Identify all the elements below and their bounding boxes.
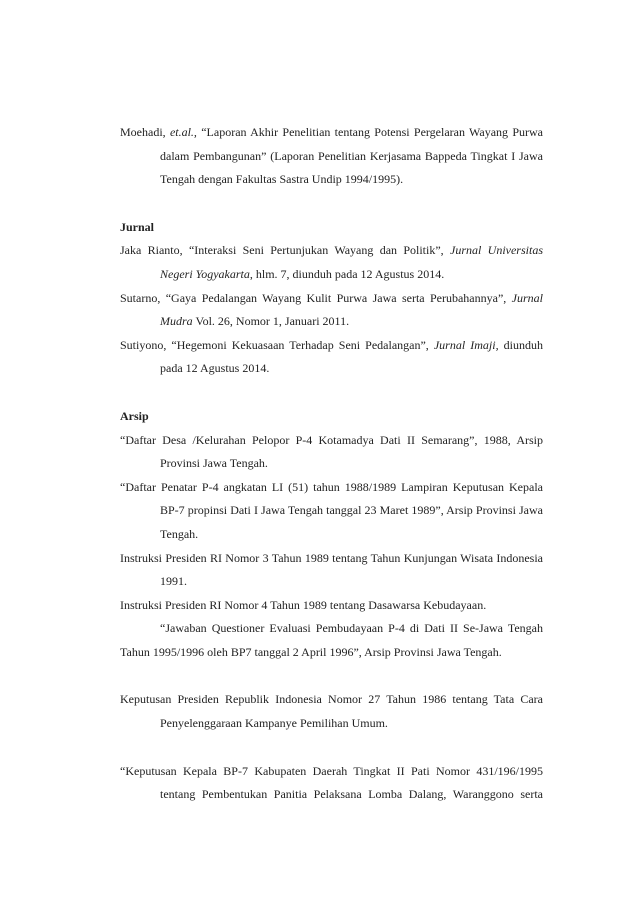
archive-entry: “Daftar Penatar P-4 angkatan LI (51) tahun 1988/1989 Lampiran Keputusan Kepala BP-7 propinsi Dati I Jawa Tengah tanggal 23 Maret 1989”, Arsip Provinsi Jawa Tengah. bbox=[120, 479, 543, 541]
bibliography-entry-riyanto bbox=[120, 239, 543, 286]
entry-text: diunduh pada 12 Agustus 2014. bbox=[160, 337, 543, 376]
bibliography-entry-moehadi bbox=[120, 121, 543, 192]
archive-entry-jawaban: “Jawaban Questioner Evaluasi Pembudayaan P-4 di Dati II Se-Jawa Tengah Tahun 1995/1996 oleh BP7 tanggal 2 April 1996”, Arsip Provinsi Jawa Tengah. bbox=[120, 621, 543, 659]
section-gap bbox=[120, 664, 543, 688]
entry-text: , hlm. 7, diunduh pada 12 Agustus 2014. bbox=[249, 266, 445, 281]
entry-journal-title: Jurnal Universitas Negeri Yogyakarta bbox=[160, 243, 543, 281]
archive-entry-keputusan-bp7: “Keputusan Kepala BP-7 Kabupaten Daerah Tingkat II Pati Nomor 431/196/1995 tentang Pembentukan Panitia Pelaksana Lomba Dalang, Waranggono serta bbox=[120, 763, 543, 802]
archive-entry-keputusan-presiden: Keputusan Presiden Republik Indonesia Nomor 27 Tahun 1986 tentang Tata Cara Penyelenggaraan Kampanye Pemilihan Umum. bbox=[120, 692, 543, 731]
entry-text: Jaka Rianto, “Interaksi Seni Pertunjukan Wayang dan Politik”, bbox=[120, 243, 450, 258]
entry-text: Sutiyono, “Hegemoni Kekuasaan Terhadap Seni Pedalangan”, bbox=[120, 337, 434, 352]
entry-journal-title: Jurnal Imaji, bbox=[433, 337, 499, 352]
archive-entry: Instruksi Presiden RI Nomor 4 Tahun 1989 tentang Dasawarsa Kebudayaan. bbox=[120, 597, 487, 612]
bibliography-entry-sutiyono bbox=[120, 334, 543, 381]
section-heading-arsip: Arsip bbox=[120, 408, 149, 423]
section-gap bbox=[120, 381, 543, 405]
entry-etal: et.al., bbox=[169, 125, 197, 139]
archive-entry: Instruksi Presiden RI Nomor 3 Tahun 1989 tentang Tahun Kunjungan Wisata Indonesia 1991. bbox=[120, 550, 543, 589]
section-heading-jurnal: Jurnal bbox=[120, 219, 155, 234]
archive-entry: “Daftar Desa /Kelurahan Pelopor P-4 Kotamadya Dati II Semarang”, 1988, Arsip Provinsi Jawa Tengah. bbox=[120, 432, 543, 471]
entry-text: “Laporan Akhir Penelitian tentang Potensi Pergelaran Wayang Purwa dalam Pembangunan” (Laporan Penelitian Kerjasama Bappeda Tingkat I Jawa Tengah dengan Fakultas Sastra Undip 1994/1995). bbox=[160, 125, 543, 187]
section-gap bbox=[120, 736, 543, 760]
entry-author: Moehadi, bbox=[120, 125, 170, 139]
entry-text: Sutarno, “Gaya Pedalangan Wayang Kulit Purwa Jawa serta Perubahannya”, bbox=[120, 290, 512, 305]
section-gap bbox=[120, 192, 543, 216]
document-page bbox=[120, 121, 543, 807]
bibliography-entry-sutarno bbox=[120, 287, 543, 334]
entry-journal-title: Jurnal Mudra bbox=[160, 290, 543, 329]
entry-text: Vol. 26, Nomor 1, Januari 2011. bbox=[192, 314, 350, 329]
